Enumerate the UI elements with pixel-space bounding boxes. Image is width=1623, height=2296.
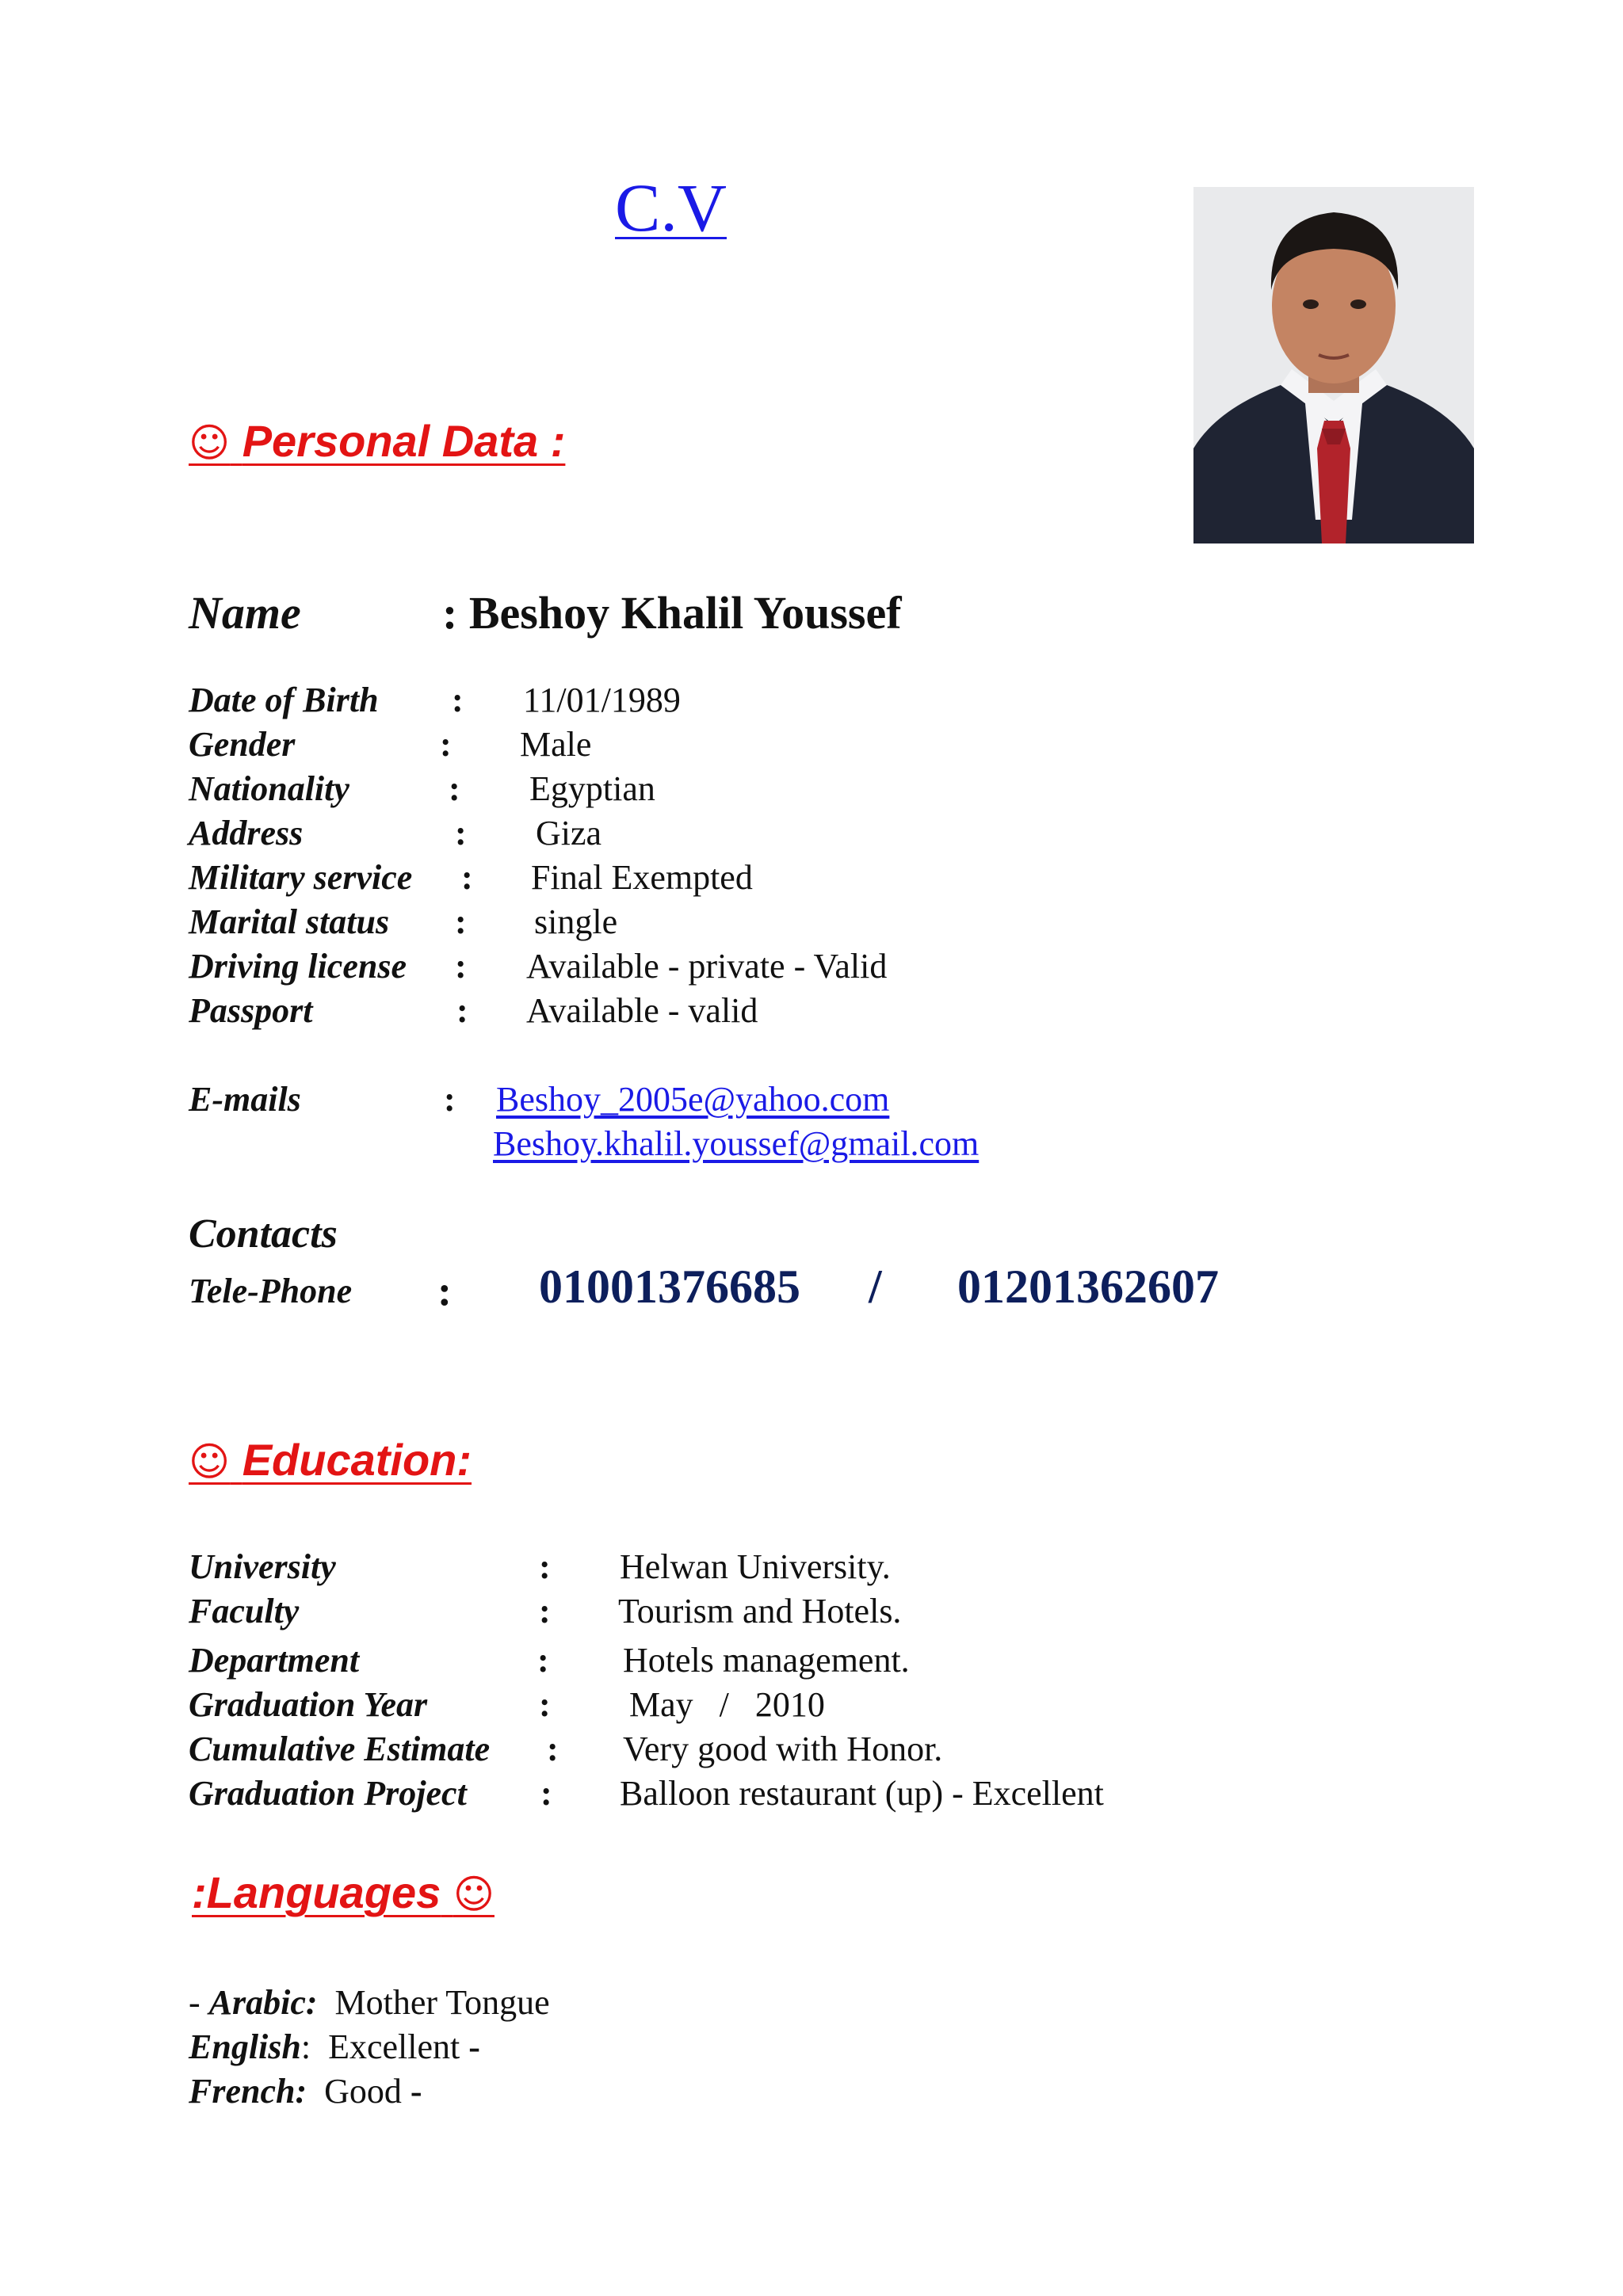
department-label: Department bbox=[189, 1641, 360, 1680]
language-level: Mother Tongue bbox=[317, 1983, 550, 2022]
graduation-year-value: May / 2010 bbox=[629, 1685, 825, 1724]
list-dash: - bbox=[410, 2072, 422, 2111]
nationality-label: Nationality bbox=[189, 769, 349, 808]
faculty-value: Tourism and Hotels. bbox=[618, 1592, 902, 1630]
contacts-label: Contacts bbox=[189, 1211, 338, 1257]
nationality-value: Egyptian bbox=[529, 769, 655, 808]
languages-heading-text: :Languages bbox=[192, 1867, 441, 1917]
telephone-label: Tele-Phone bbox=[189, 1272, 353, 1310]
language-item bbox=[189, 2071, 422, 2111]
driving-license-value: Available - private - Valid bbox=[526, 947, 888, 986]
list-dash: - bbox=[189, 1983, 209, 2022]
colon: : bbox=[452, 681, 464, 719]
language-name: French: bbox=[189, 2072, 307, 2111]
colon: : bbox=[461, 858, 473, 897]
colon: : bbox=[539, 1547, 551, 1586]
personal-data-heading bbox=[189, 415, 565, 467]
graduation-project-label: Graduation Project bbox=[189, 1774, 467, 1813]
colon: : bbox=[444, 1080, 456, 1119]
university-value: Helwan University. bbox=[620, 1547, 891, 1586]
colon: : bbox=[449, 769, 460, 808]
colon: : bbox=[539, 1592, 551, 1630]
passport-label: Passport bbox=[189, 991, 313, 1030]
colon: : bbox=[547, 1730, 559, 1768]
faculty-label: Faculty bbox=[189, 1592, 300, 1630]
marital-status-label: Marital status bbox=[189, 902, 390, 941]
portrait-photo bbox=[1193, 187, 1474, 543]
education-heading bbox=[189, 1434, 472, 1486]
education-heading-text: Education: bbox=[242, 1435, 472, 1485]
smiley-icon: ☺ bbox=[189, 420, 231, 466]
colon: : bbox=[455, 902, 467, 941]
cumulative-estimate-value: Very good with Honor. bbox=[623, 1730, 943, 1768]
list-dash: - bbox=[468, 2027, 480, 2066]
address-label: Address bbox=[189, 814, 304, 852]
name-label: Name bbox=[189, 587, 301, 639]
colon: : bbox=[539, 1685, 551, 1724]
military-service-label: Military service bbox=[189, 858, 413, 897]
graduation-year-label: Graduation Year bbox=[189, 1685, 428, 1724]
gender-value: Male bbox=[520, 725, 592, 764]
address-value: Giza bbox=[536, 814, 602, 852]
languages-heading bbox=[192, 1867, 495, 1918]
passport-value: Available - valid bbox=[526, 991, 758, 1030]
department-value: Hotels management. bbox=[623, 1641, 910, 1680]
language-item bbox=[189, 2027, 480, 2067]
language-name: Arabic: bbox=[208, 1983, 318, 2022]
colon: : bbox=[456, 991, 468, 1030]
colon: : bbox=[540, 1774, 552, 1813]
cumulative-estimate-label: Cumulative Estimate bbox=[189, 1730, 491, 1768]
portrait-photo-icon bbox=[1193, 187, 1474, 543]
dob-value: 11/01/1989 bbox=[523, 681, 681, 719]
personal-data-heading-text: Personal Data : bbox=[242, 416, 566, 466]
phone-number-2: 01201362607 bbox=[957, 1261, 1219, 1313]
university-label: University bbox=[189, 1547, 336, 1586]
language-item bbox=[189, 1982, 550, 2023]
phone-separator: / bbox=[869, 1261, 882, 1313]
graduation-project-value: Balloon restaurant (up) - Excellent bbox=[620, 1774, 1104, 1813]
name-value: : Beshoy Khalil Youssef bbox=[442, 587, 902, 639]
colon: : bbox=[455, 947, 467, 986]
colon: : bbox=[440, 725, 452, 764]
marital-status-value: single bbox=[534, 902, 618, 941]
colon: : bbox=[537, 1641, 549, 1680]
smiley-icon: ☺ bbox=[189, 1439, 231, 1485]
language-name: English bbox=[189, 2027, 301, 2066]
driving-license-label: Driving license bbox=[189, 947, 407, 986]
email-link-yahoo[interactable]: Beshoy_2005e@yahoo.com bbox=[496, 1080, 890, 1119]
phone-number-1: 01001376685 bbox=[539, 1261, 800, 1313]
colon: : bbox=[437, 1267, 452, 1314]
colon: : bbox=[455, 814, 467, 852]
language-level: : Excellent bbox=[300, 2027, 469, 2066]
gender-label: Gender bbox=[189, 725, 296, 764]
military-service-value: Final Exempted bbox=[531, 858, 753, 897]
smiley-icon: ☺ bbox=[453, 1871, 495, 1917]
dob-label: Date of Birth bbox=[189, 681, 379, 719]
email-link-gmail[interactable]: Beshoy.khalil.youssef@gmail.com bbox=[493, 1124, 980, 1163]
language-level: Good bbox=[307, 2072, 411, 2111]
cv-title: C.V bbox=[615, 170, 727, 246]
emails-label: E-mails bbox=[189, 1080, 301, 1119]
